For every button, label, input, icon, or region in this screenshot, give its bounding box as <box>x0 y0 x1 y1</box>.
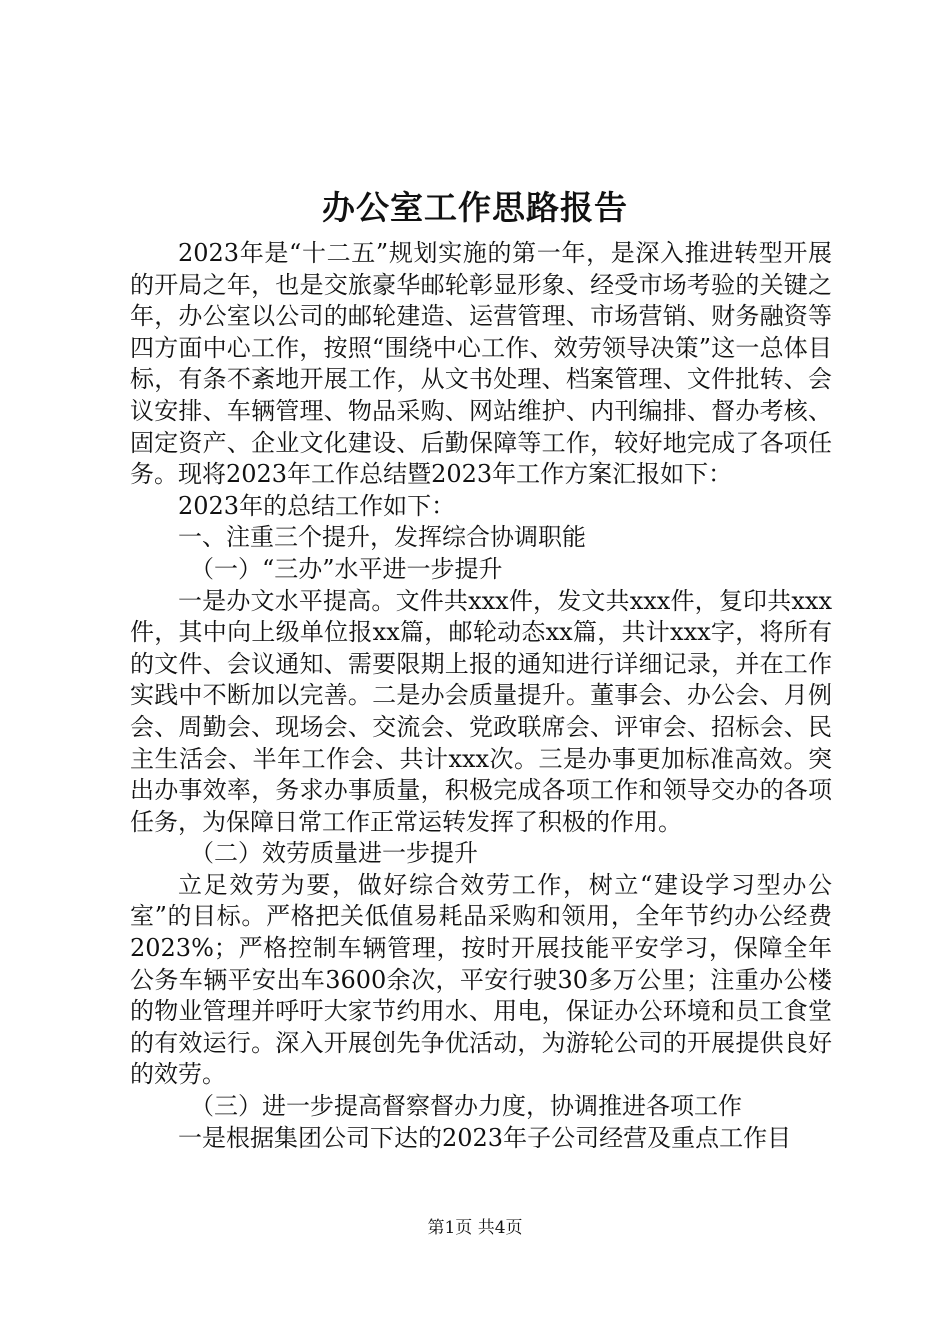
paragraph-supervision: 一是根据集团公司下达的2023年子公司经营及重点工作目 <box>178 1123 792 1152</box>
paragraph-summary-lead: 2023年的总结工作如下： <box>178 491 456 520</box>
page-number-footer: 第1页 共4页 <box>427 1218 523 1238</box>
subsection-heading-2: （二）效劳质量进一步提升 <box>190 839 478 868</box>
paragraph-service-quality: 立足效劳为要，做好综合效劳工作，树立“建设学习型办公室”的目标。严格把关低值易耗品采购和领用，全年节约办公经费2023%；严格控制车辆管理，按时开展技能平安学习，保障全年公务车辆平安出车3600余次，平安行驶30多万公里；注重办公楼的物业管理并呼吁大家节约用水、用电，保证办公环境和员工食堂的有效运行。深入开展创先争优活动，为游轮公司的开展提供良好的效劳。 <box>130 870 832 1089</box>
document-title: 办公室工作思路报告 <box>322 188 628 227</box>
subsection-heading-3: （三）进一步提高督察督办力度，协调推进各项工作 <box>190 1092 742 1121</box>
paragraph-intro: 2023年是“十二五”规划实施的第一年，是深入推进转型开展的开局之年，也是交旅豪华邮轮彰显形象、经受市场考验的关键之年，办公室以公司的邮轮建造、运营管理、市场营销、财务融资等四方面中心工作，按照“围绕中心工作、效劳领导决策”这一总体目标，有条不紊地开展工作，从文书处理、档案管理、文件批转、会议安排、车辆管理、物品采购、网站维护、内刊编排、督办考核、固定资产、企业文化建设、后勤保障等工作，较好地完成了各项任务。现将2023年工作总结暨2023年工作方案汇报如下： <box>130 239 832 489</box>
paragraph-three-offices: 一是办文水平提高。文件共xxx件，发文共xxx件，复印共xxx件，其中向上级单位报xx篇，邮轮动态xx篇，共计xxx字，将所有的文件、会议通知、需要限期上报的通知进行详细记录，并在工作实践中不断加以完善。二是办会质量提升。董事会、办公会、月例会、周勤会、现场会、交流会、党政联席会、评审会、招标会、民主生活会、半年工作会、共计xxx次。三是办事更加标准高效。突出办事效率，务求办事质量，积极完成各项工作和领导交办的各项任务，为保障日常工作正常运转发挥了积极的作用。 <box>130 586 832 836</box>
document-body <box>130 238 832 1154</box>
section-heading-1: 一、注重三个提升，发挥综合协调职能 <box>178 523 586 552</box>
subsection-heading-1: （一）“三办”水平进一步提升 <box>190 554 503 583</box>
